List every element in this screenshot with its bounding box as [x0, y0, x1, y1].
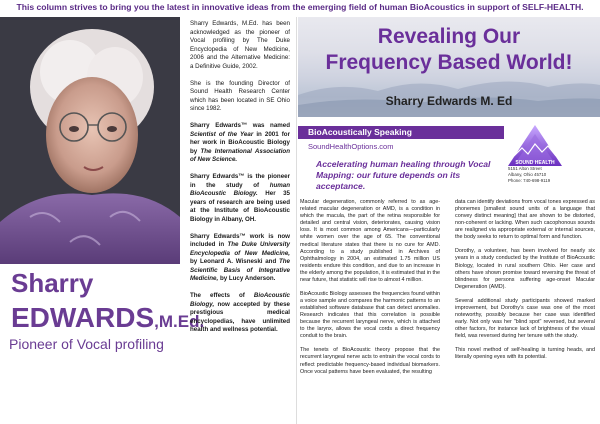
bio-emphasis: human BioAcoustic Biology.: [190, 181, 290, 197]
article-paragraph: Dorothy, a volunteer, has been involved for nearly six years in a study conducted by the Institute of BioAcoustic Biology, located in rural southern Ohio. Her case and others have shown promise toward reversing the threat of blindness for persons suffering age-onset Macular Degeneration (AMD).: [455, 248, 595, 290]
bio-paragraph: She is the founding Director of Sound Health Research Center which has been located in SE Ohio since 1982.: [190, 79, 290, 112]
bio-emphasis: The International Association of New Science.: [190, 147, 290, 163]
bio-text: by Lucy Anderson.: [219, 275, 276, 282]
first-name: Sharry: [11, 268, 94, 298]
portrait-photo: [0, 17, 180, 264]
hero-header: [298, 17, 600, 117]
bio-text: Sharry Edwards™ was named: [190, 122, 290, 129]
bio-paragraph: [190, 292, 290, 335]
phone-line: Phone: 740-698-9119: [508, 177, 551, 183]
bio-text: in 2001 for her work in BioAcoustic Biology by: [190, 130, 290, 155]
logo-text: SOUND HEALTH: [515, 160, 555, 166]
address-line: 5151 Alton Street: [508, 166, 542, 171]
bio-text: by Leonard A. Wisneski and: [190, 258, 277, 265]
hero-title-line-2: Frequency Based World!: [325, 51, 573, 74]
bio-paragraph: [190, 173, 290, 224]
bio-paragraph: Sharry Edwards, M.Ed. has been acknowledged as the pioneer of Vocal profiling by The Duke Encyclopedia of New Medicine, 2006 and the Alternative Medicine: a Definitive Guide, 2002.: [190, 20, 290, 70]
hero-byline: Sharry Edwards M. Ed: [385, 94, 513, 108]
bio-text: Sharry Edwards™ work is now included in: [190, 232, 290, 248]
article-column-left: [300, 199, 440, 383]
column-divider: [296, 17, 297, 424]
article-paragraph: Macular degeneration, commonly referred to as age-related macular degeneration or AMD, is a condition in which the macula, the part of the retina responsible for detailed and central vision, deteriorates, causing vision loss. It is most common among Americans—particularly white women over the age of 65. The conventional medical literature states that there is no cure for AMD. According to a study published in Archives of Ophthalmology in 2004, an estimated 1.75 million US residents endure this condition, and due to an increase in the elderly among the population, it is estimated that in the near future, that statistic will rise to almost 4 million.: [300, 199, 440, 284]
degree-suffix: ,M.Ed.: [154, 312, 205, 331]
bio-column: [190, 20, 290, 343]
bio-emphasis: The Duke University Encyclopedia of New Medicine,: [190, 241, 290, 257]
section-heading: BioAcoustically Speaking: [308, 127, 412, 137]
bio-text: Her 35 years of research are being used at the Institute of BioAcoustic Biology in Albany, OH.: [190, 190, 290, 223]
article-paragraph: Several additional study participants showed marked improvement, but Dorothy's case was one of the most noteworthy, possibly because her case was identified early. Not only was her "blind spot" reversed, but several other factors, for instance lack of brightness of the visual field, was reversed during her tenure with the study.: [455, 297, 595, 340]
last-name-text: EDWARDS: [11, 302, 155, 333]
name-tagline: Pioneer of Vocal profiling: [9, 336, 164, 352]
bio-emphasis: BioAcoustic Biology,: [190, 292, 290, 308]
section-heading-bar: [298, 126, 504, 139]
top-banner: This column strives to bring you the latest in innovative ideas from the emerging field of human BioAcoustics in support of SELF-HEALTH.: [16, 2, 584, 12]
article-paragraph: data can identify deviations from vocal tones expressed as phonemes [smallest sound units of a language that convey distinct meaning] that are shown to be distorted, non-coherent or lacking. When such cacophonous sounds are realigned via appropriate external or internal sources, the body seeks to return to optimal form and function.: [455, 199, 595, 241]
article-paragraph: BioAcoustic Biology assesses the frequencies found within a voice sample and compares the harmonic patterns to an established software database that can detect anomalies. Research indicates that this correlation is possible because the recurrent laryngeal nerve, which is attached to the larynx, allows the vocal cords a direct frequency conduit to the brain.: [300, 290, 440, 340]
article-paragraph: This novel method of self-healing is turning heads, and literally opening eyes with its potential.: [455, 347, 595, 361]
address-line: Albany, Ohio 45710: [508, 171, 547, 177]
bio-emphasis: The Scientific Basis of Integrative Medicine,: [190, 258, 290, 282]
bio-paragraph: [190, 233, 290, 284]
bio-emphasis: Scientist of the Year: [190, 130, 254, 138]
logo-address: [508, 166, 550, 183]
bio-paragraph: [190, 122, 290, 165]
hero-title-line-1: Revealing Our: [377, 25, 521, 48]
article-column-right: [455, 199, 595, 368]
article-tagline: Accelerating human healing through Vocal Mapping: our future depends on its acceptance.: [316, 159, 491, 191]
bio-text: now accepted by these prestigious medical encyclopedias, have unlimited health and wellness potential.: [190, 300, 290, 333]
article-paragraph: The tenets of BioAcoustic theory propose that the recurrent laryngeal nerve acts to entrain the vocal cords to reflect predictable frequency-based individual biomarkers. Once vocal patterns have been evaluated, the resulting: [300, 347, 440, 375]
website-link[interactable]: SoundHealthOptions.com: [308, 142, 394, 151]
bio-text: Sharry Edwards™ is the pioneer in the study of: [190, 173, 290, 189]
last-name: [11, 302, 204, 334]
bio-text: The effects of: [190, 292, 245, 299]
